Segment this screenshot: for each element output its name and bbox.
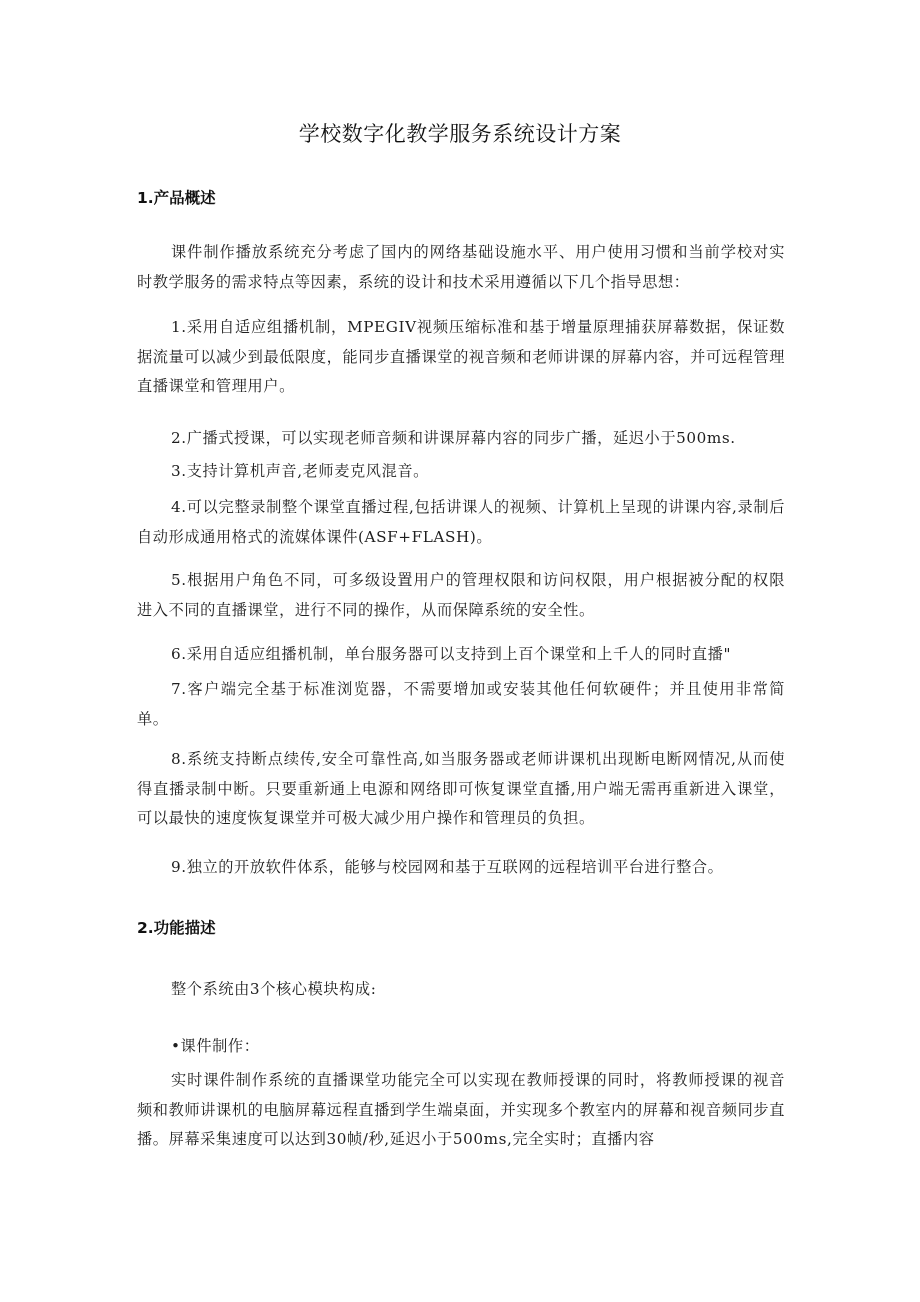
overview-item-9: 9.独立的开放软件体系，能够与校园网和基于互联网的远程培训平台进行整合。 <box>171 858 724 876</box>
overview-item-7: 7.客户端完全基于标准浏览器，不需要增加或安装其他任何软硬件；并且使用非常简单。 <box>137 680 785 728</box>
overview-item-3: 3.支持计算机声音,老师麦克风混音。 <box>171 462 429 480</box>
overview-item-2: 2.广播式授课，可以实现老师音频和讲课屏幕内容的同步广播，延迟小于500ms. <box>171 429 736 447</box>
courseware-production-paragraph: 实时课件制作系统的直播课堂功能完全可以实现在教师授课的同时，将教师授课的视音频和教师讲课机的电脑屏幕远程直播到学生端桌面，并实现多个教室内的屏幕和视音频同步直播。屏幕采集速度可以达到30帧/秒,延迟小于500ms,完全实时；直播内容 <box>137 1071 785 1148</box>
bullet-courseware-production: •课件制作： <box>171 1037 260 1055</box>
section-heading-overview: 1.产品概述 <box>137 189 216 207</box>
overview-item-1: 1.采用自适应组播机制，MPEGIV视频压缩标准和基于增量原理捕获屏幕数据，保证数据流量可以减少到最低限度，能同步直播课堂的视音频和老师讲课的屏幕内容，并可远程管理直播课堂和管理用户。 <box>137 318 785 395</box>
overview-item-8: 8.系统支持断点续传,安全可靠性高,如当服务器或老师讲课机出现断电断网情况,从而使得直播录制中断。只要重新通上电源和网络即可恢复课堂直播,用户端无需再重新进入课堂，可以最快的速度恢复课堂并可极大减少用户操作和管理员的负担。 <box>137 750 785 827</box>
overview-item-4: 4.可以完整录制整个课堂直播过程,包括讲课人的视频、计算机上呈现的讲课内容,录制后自动形成通用格式的流媒体课件(ASF+FLASH)。 <box>137 498 785 546</box>
document-title: 学校数字化教学服务系统设计方案 <box>298 122 622 146</box>
overview-item-5: 5.根据用户角色不同，可多级设置用户的管理权限和访问权限，用户根据被分配的权限进入不同的直播课堂，进行不同的操作，从而保障系统的安全性。 <box>137 571 785 619</box>
functions-intro-paragraph: 整个系统由3个核心模块构成: <box>171 980 377 998</box>
overview-intro-paragraph: 课件制作播放系统充分考虑了国内的网络基础设施水平、用户使用习惯和当前学校对实时教学服务的需求特点等因素，系统的设计和技术采用遵循以下几个指导思想： <box>137 243 785 291</box>
overview-item-6: 6.采用自适应组播机制，单台服务器可以支持到上百个课堂和上千人的同时直播" <box>171 645 732 663</box>
section-heading-functions: 2.功能描述 <box>137 919 216 937</box>
